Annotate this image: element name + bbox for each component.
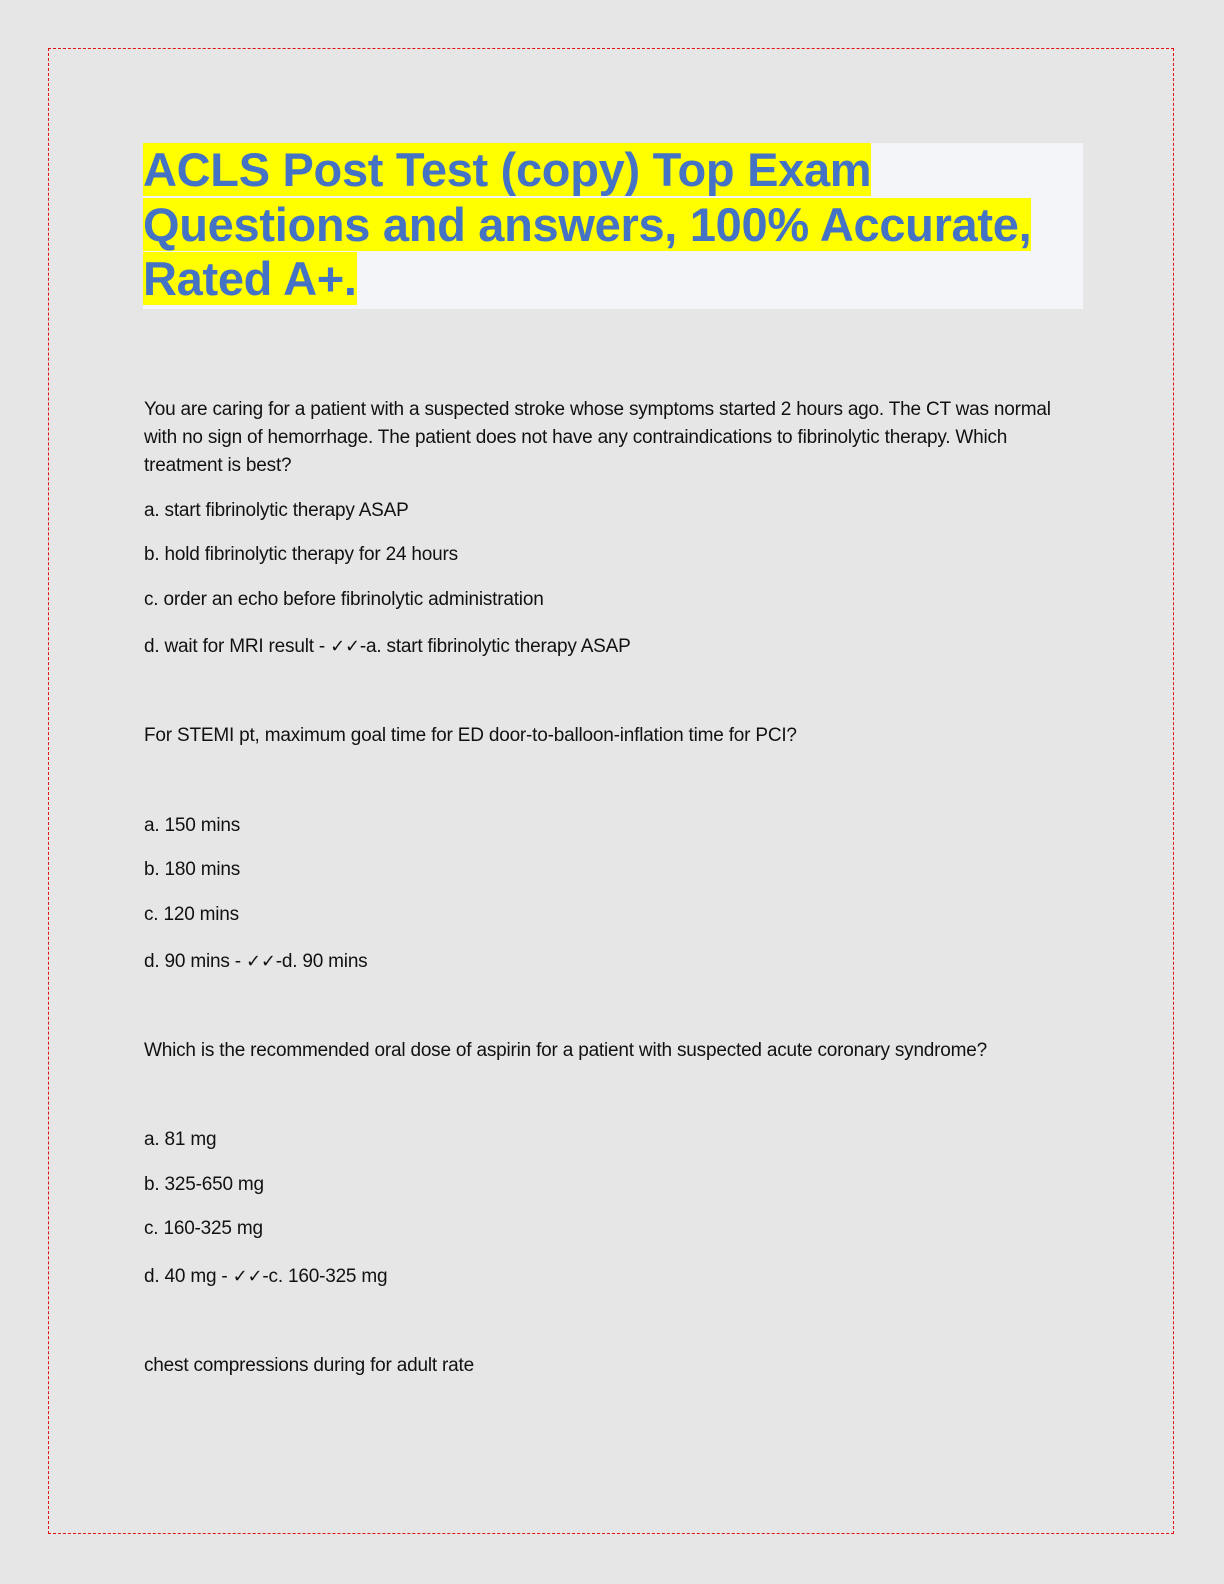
question-2-option-c: c. 120 mins [144, 904, 239, 925]
question-3-text: Which is the recommended oral dose of aspirin for a patient with suspected acute coronary syndrome? [144, 1040, 988, 1061]
question-2-option-d: d. 90 mins - ✓✓-d. 90 mins [144, 951, 368, 972]
question-4-text: chest compressions during for adult rate [144, 1355, 474, 1376]
question-1-option-d: d. wait for MRI result - ✓✓-a. start fibrinolytic therapy ASAP [144, 636, 631, 657]
question-1-option-c: c. order an echo before fibrinolytic administration [144, 589, 544, 610]
question-1-option-b: b. hold fibrinolytic therapy for 24 hours [144, 544, 458, 565]
question-3-option-c: c. 160-325 mg [144, 1218, 263, 1239]
question-2-option-a: a. 150 mins [144, 815, 241, 836]
question-2-answer: -d. 90 mins [275, 951, 368, 972]
question-3-option-d: d. 40 mg - ✓✓-c. 160-325 mg [144, 1266, 388, 1287]
double-check-icon: ✓✓ [245, 951, 276, 972]
question-1-option-a: a. start fibrinolytic therapy ASAP [144, 500, 409, 521]
question-3-option-a: a. 81 mg [144, 1129, 217, 1150]
question-3-option-b: b. 325-650 mg [144, 1174, 264, 1195]
question-2-text: For STEMI pt, maximum goal time for ED door-to-balloon-inflation time for PCI? [144, 725, 797, 746]
question-1-text: You are caring for a patient with a suspected stroke whose symptoms started 2 hours ago. The CT was normal with no sign of hemorrhage. The patient does not have any contraindications to fibrinolytic therapy. Which treatment is best? [144, 399, 1051, 476]
document-title: ACLS Post Test (copy) Top Exam Questions and answers, 100% Accurate, Rated A+. [143, 143, 1032, 305]
double-check-icon: ✓✓ [330, 636, 360, 657]
question-3-answer: -c. 160-325 mg [262, 1266, 388, 1287]
question-1-answer: -a. start fibrinolytic therapy ASAP [359, 636, 631, 657]
double-check-icon: ✓✓ [232, 1266, 263, 1287]
title-block [143, 143, 1083, 309]
question-2-option-b: b. 180 mins [144, 859, 241, 880]
